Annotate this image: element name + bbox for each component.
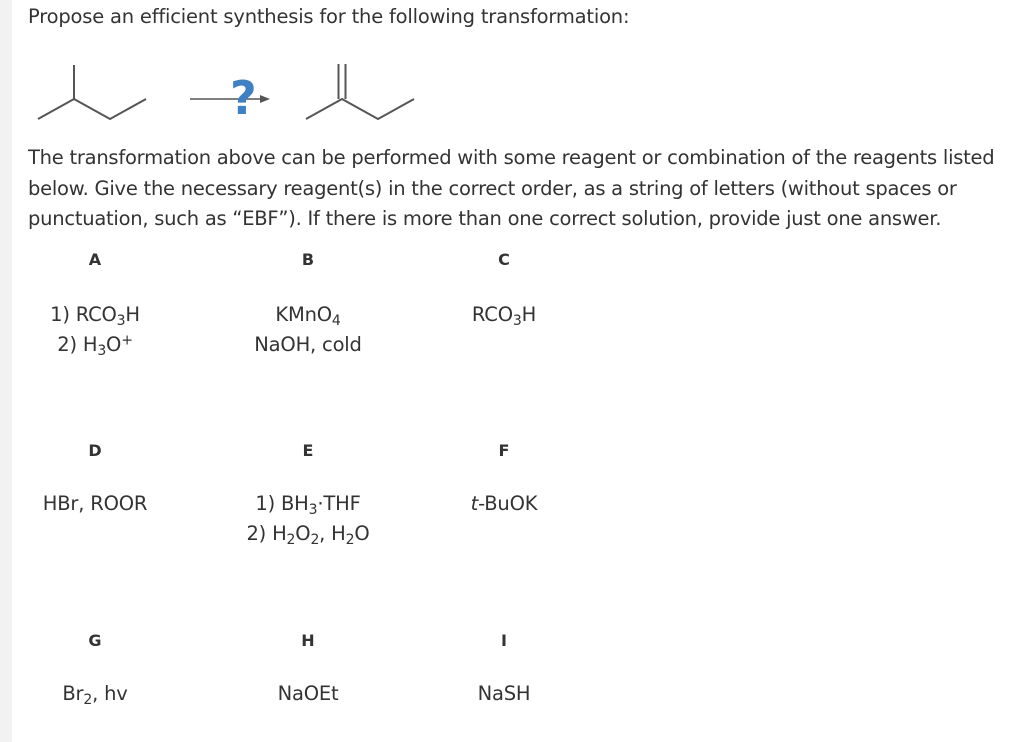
reagent-letter-a: A bbox=[88, 250, 102, 269]
reagent-letter-g: G bbox=[88, 631, 102, 650]
reagent-d-line-1: HBr, ROOR bbox=[42, 492, 148, 515]
question-prompt: Propose an efficient synthesis for the following transformation: bbox=[28, 5, 630, 28]
reagent-a-line-1: 1) $RCO_3H$ bbox=[50, 303, 140, 330]
reagent-d-text bbox=[0, 489, 205, 519]
reagent-b-text bbox=[198, 300, 418, 360]
reagent-letter-f: F bbox=[498, 441, 510, 460]
reagent-g-line-1: $Br_2$, hv bbox=[62, 682, 128, 709]
reagent-letter-c: C bbox=[498, 250, 510, 269]
reaction-scheme bbox=[30, 36, 450, 136]
arrow-question-mark: ? bbox=[230, 71, 257, 125]
reagent-letter-h: H bbox=[301, 631, 315, 650]
reagent-letter-e: E bbox=[302, 441, 314, 460]
reagent-c-line-1: $RCO_3H$ bbox=[471, 303, 537, 330]
reagent-g-text bbox=[0, 679, 205, 709]
reagent-b-line-1: KMnO$_4$ bbox=[275, 303, 341, 330]
reagent-c-text bbox=[394, 300, 614, 330]
reagent-f-text bbox=[394, 489, 614, 519]
reagent-a-line-2: 2) $H_3O^+$ bbox=[57, 332, 133, 360]
reagent-f-line-1: t-BuOK bbox=[470, 492, 538, 515]
reagent-b-line-2: NaOH, cold bbox=[254, 333, 362, 356]
reagent-i-line-1: NaSH bbox=[477, 682, 531, 705]
reagent-e-line-1: 1) $BH_3\cdot THF$ bbox=[255, 492, 361, 519]
reagent-e-line-2: 2) $H_2O_2$, $H_2O$ bbox=[246, 522, 370, 549]
reagent-e-text bbox=[198, 489, 418, 549]
reagent-a-text bbox=[0, 300, 205, 360]
reagent-h-line-1: NaOEt bbox=[277, 682, 339, 705]
reagent-letter-i: I bbox=[501, 631, 507, 650]
starting-material-structure bbox=[38, 99, 146, 119]
reagent-letter-d: D bbox=[88, 441, 102, 460]
reaction-arrow-head bbox=[260, 95, 270, 103]
reagent-i-text bbox=[394, 679, 614, 709]
reagent-letter-b: B bbox=[301, 250, 315, 269]
product-structure bbox=[306, 99, 414, 119]
instructions-text: The transformation above can be performed with some reagent or combination of the reagents listed below. Give the necessary reagent(s) in the correct order, as a string of letters (without spaces or punctuation, such as “EBF”). If there is more than one correct solution, provide just one answer. bbox=[28, 146, 995, 230]
reagent-h-text bbox=[198, 679, 418, 709]
